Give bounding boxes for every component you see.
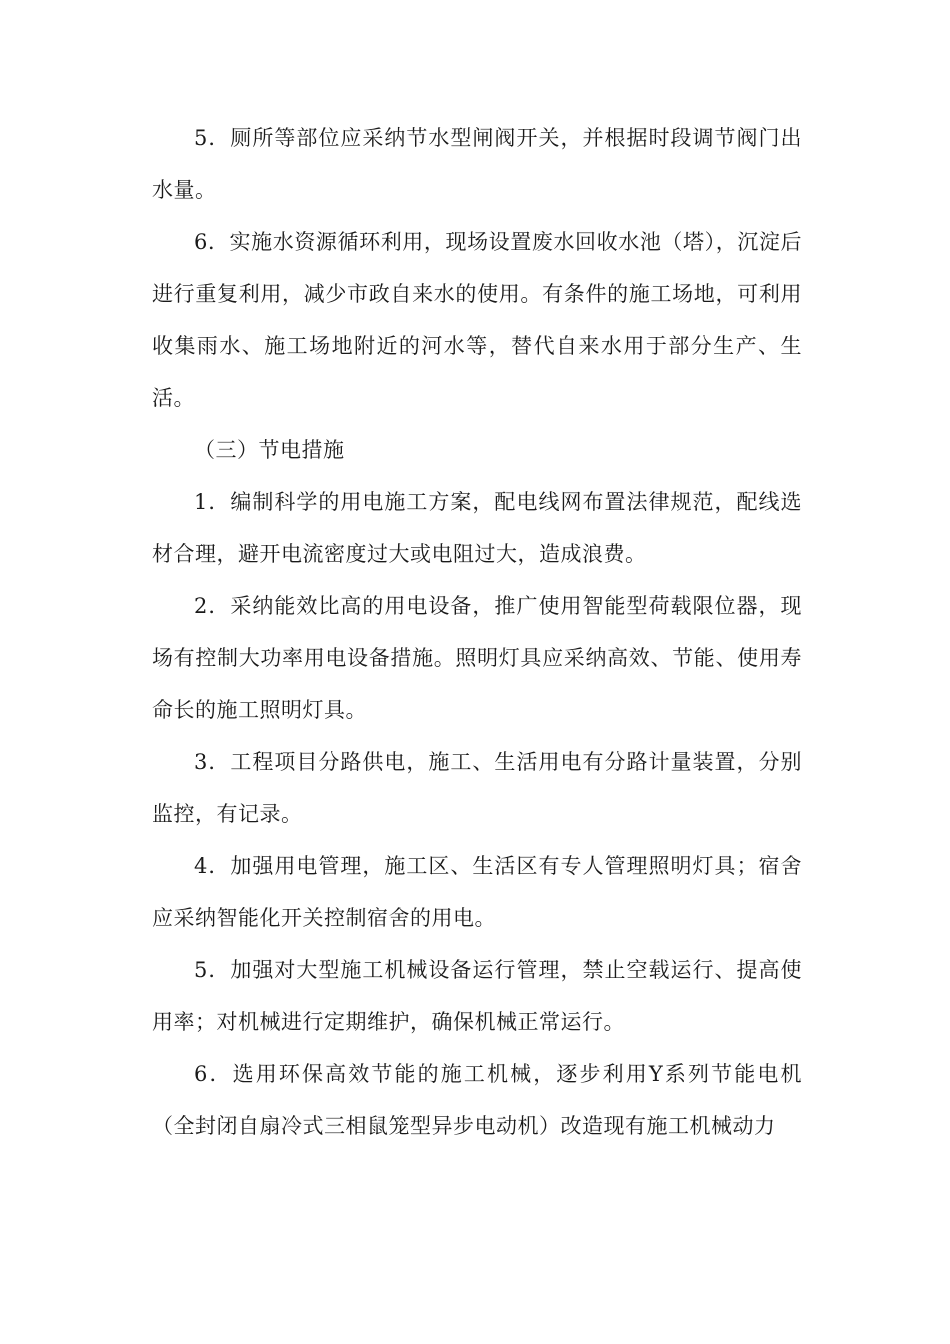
paragraph-power-management: 4．加强用电管理，施工区、生活区有专人管理照明灯具；宿舍应采纳智能化开关控制宿舍的用电。 [152, 854, 802, 930]
paragraph-metered-supply: 3．工程项目分路供电，施工、生活用电有分路计量装置，分别监控，有记录。 [152, 750, 802, 826]
paragraph-efficient-equipment: 2．采纳能效比高的用电设备，推广使用智能型荷载限位器，现场有控制大功率用电设备措施。照明灯具应采纳高效、节能、使用寿命长的施工照明灯具。 [152, 594, 802, 722]
paragraph-power-plan: 1．编制科学的用电施工方案，配电线网布置法律规范，配线选材合理，避开电流密度过大或电阻过大，造成浪费。 [152, 490, 802, 566]
paragraph-toilet-water-valves: 5．厕所等部位应采纳节水型闸阀开关，并根据时段调节阀门出水量。 [152, 126, 802, 202]
paragraph-machinery-operation: 5．加强对大型施工机械设备运行管理，禁止空载运行、提高使用率；对机械进行定期维护，确保机械正常运行。 [152, 958, 802, 1034]
paragraph-efficient-machinery: 6．选用环保高效节能的施工机械，逐步利用Y系列节能电机（全封闭自扇冷式三相鼠笼型异步电动机）改造现有施工机械动力 [152, 1062, 802, 1138]
document-body [152, 112, 802, 1152]
section-heading-power-saving: （三）节电措施 [194, 438, 345, 462]
paragraph-water-recycling: 6．实施水资源循环利用，现场设置废水回收水池（塔），沉淀后进行重复利用，减少市政自来水的使用。有条件的施工场地，可利用收集雨水、施工场地附近的河水等，替代自来水用于部分生产、生活。 [152, 230, 802, 410]
